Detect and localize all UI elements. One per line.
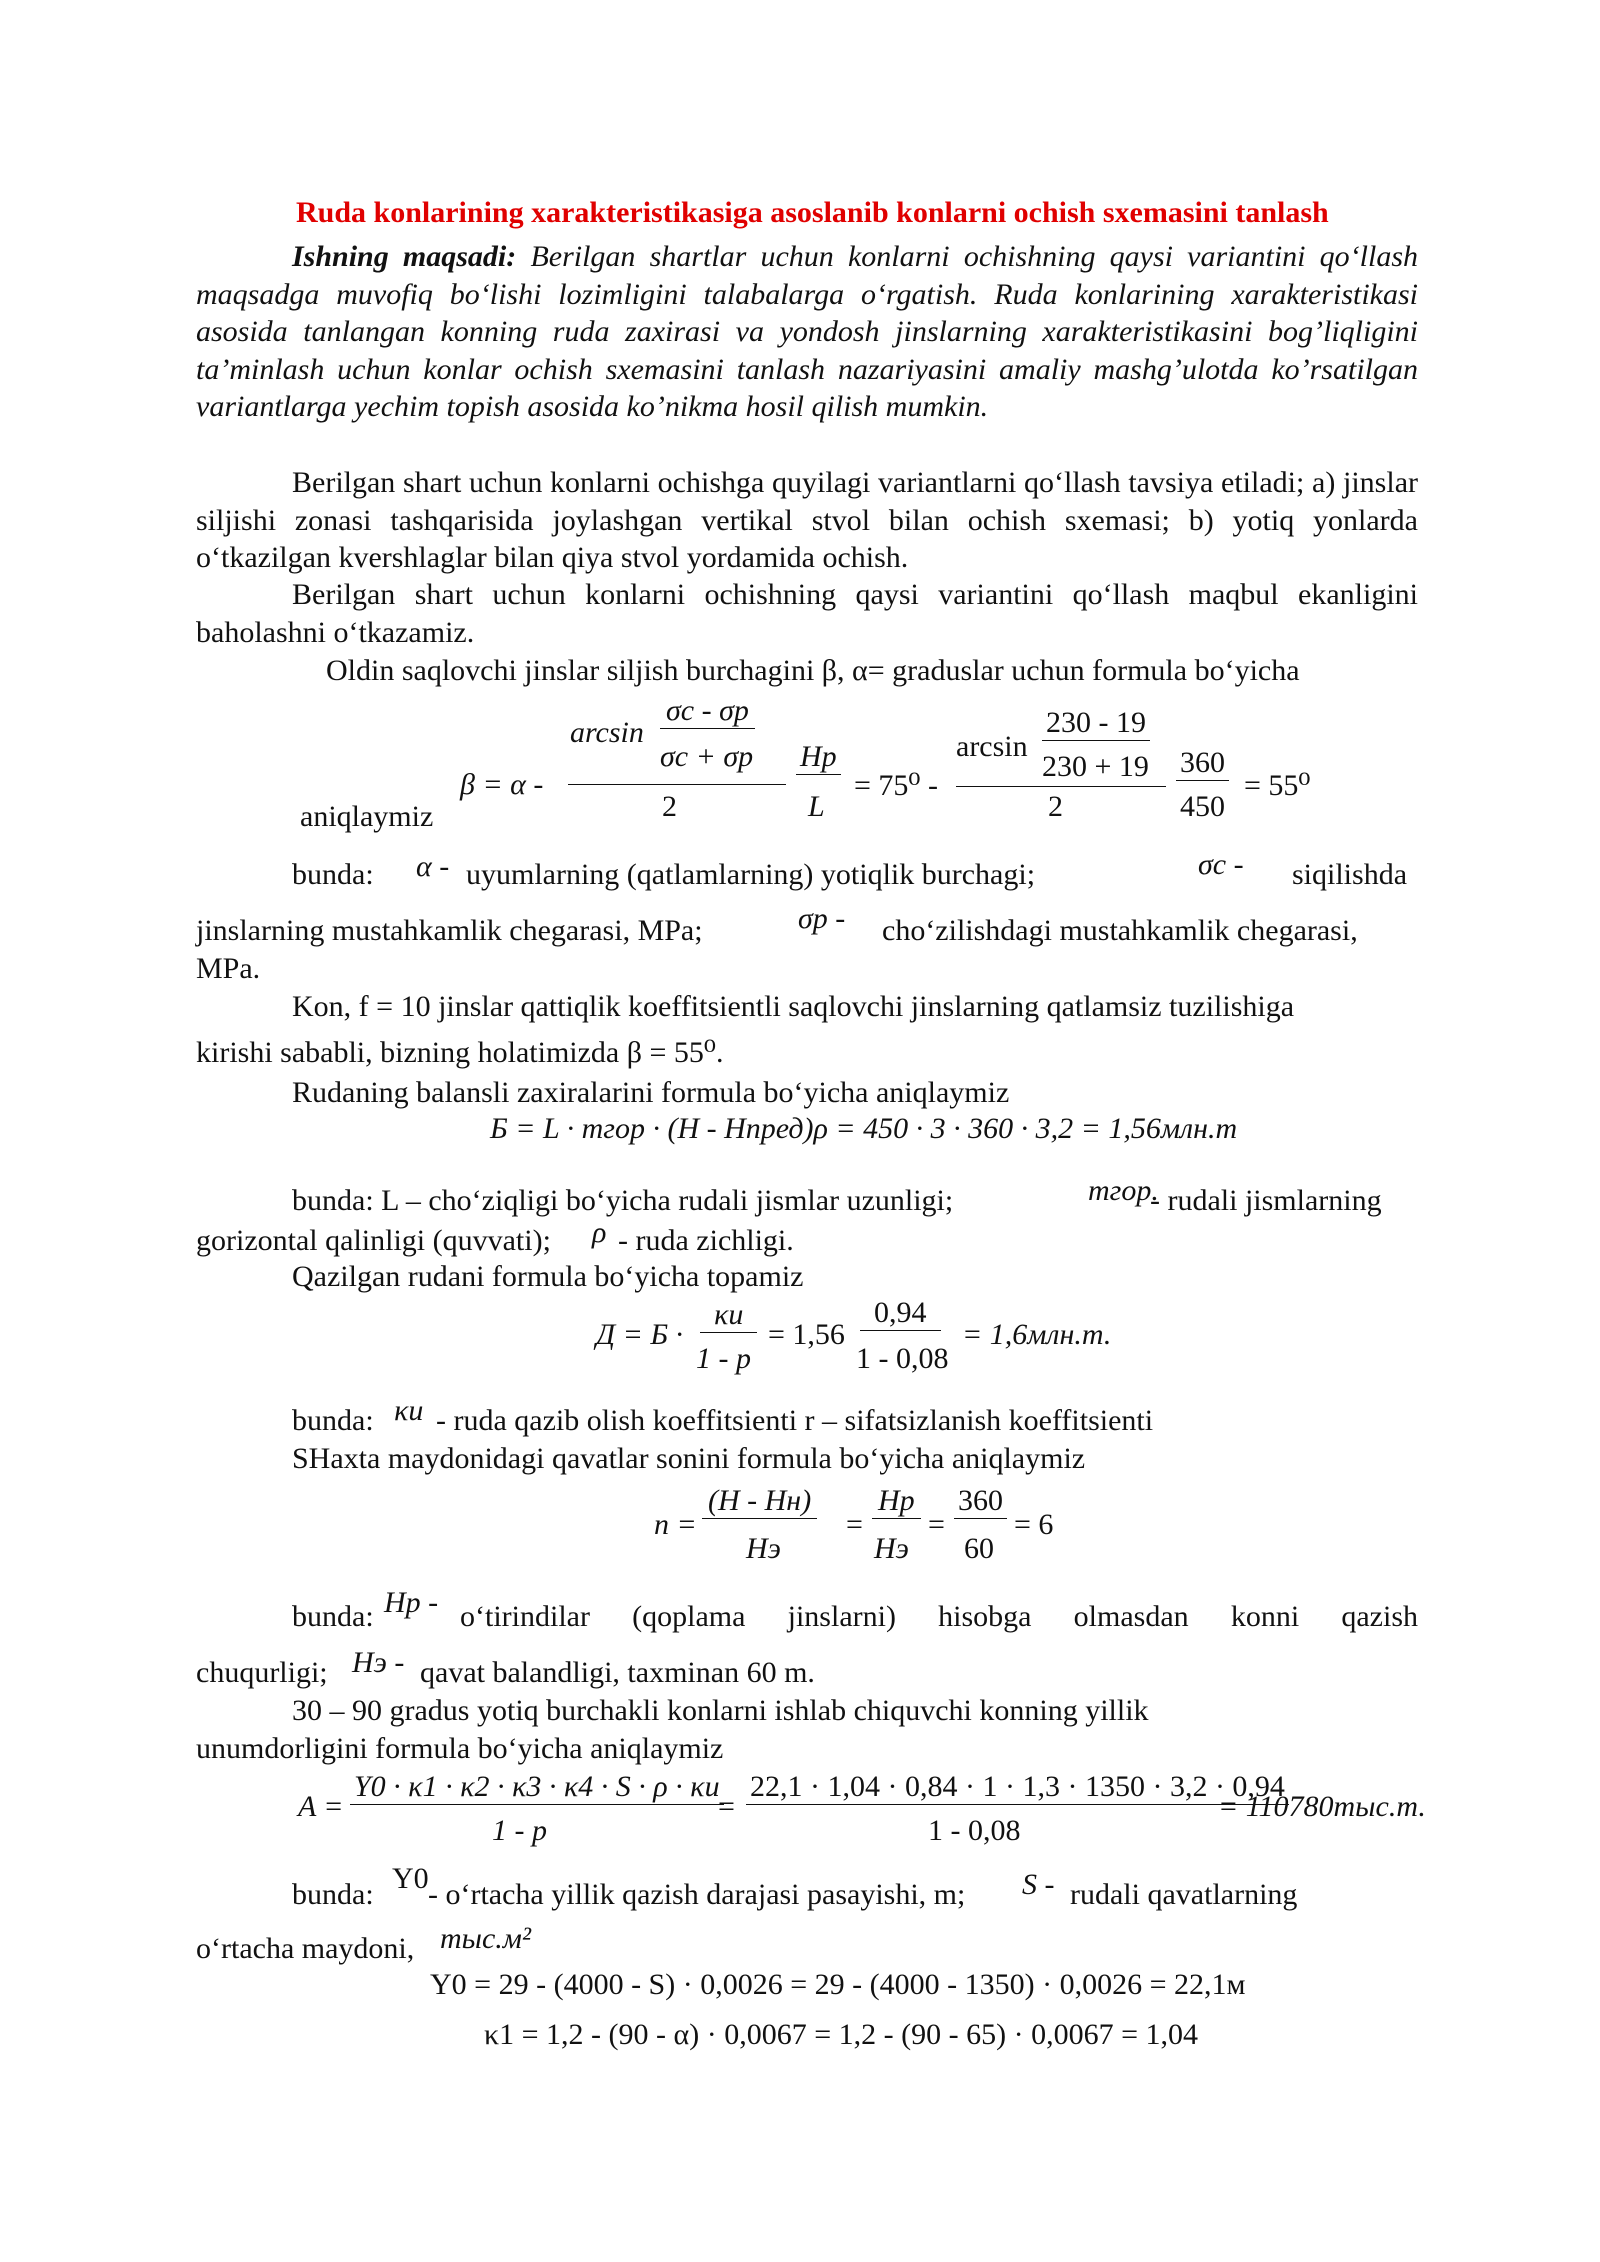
f1-450: 450 <box>1180 790 1225 823</box>
bunda4-text: o‘tirindilar (qoplama jinslarni) hisobga olmasdan konni qazish <box>460 1600 1418 1633</box>
bunda1-mpa: MPa. <box>196 952 261 985</box>
bunda2-text-b: - rudali jismlarning <box>1150 1184 1382 1217</box>
f1-l: L <box>808 790 825 823</box>
bunda1-sigma-c: σc - <box>1198 848 1244 881</box>
kon-line2: kirishi sababli, bizning holatimizda β = 55⁰. <box>196 1036 724 1069</box>
page-title: Ruda konlarining xarakteristikasiga asoslanib konlarni ochish sxemasini tanlash <box>296 196 1329 229</box>
aim-text: Berilgan shartlar uchun konlarni ochishning qaysi variantini qo‘llash maqsadga muvofiq bo‘lishi lozimligini talabalarga o‘rgatish. Ruda konlarining xarakteristikasi asosida tanlangan konning ruda zaxirasi va yondosh jinslarning xarakteristikasini bog’liqligini ta’minlash uchun konlar ochish sxemasini tanlash nazariyasini amaliy mashg’ulotda ko’rsatilgan variantlarga yechim topish asosida ko’nikma hosil qilish mumkin. <box>196 240 1419 423</box>
f1-arcsin2: arcsin <box>956 730 1028 763</box>
f1-hp: Hp <box>796 740 841 775</box>
formula-reserves: Б = L · mгор · (H - Hпред)ρ = 450 · 3 · 360 · 3,2 = 1,56млн.т <box>490 1112 1238 1145</box>
f4-d1: Hэ <box>746 1532 781 1565</box>
p30-line2: unumdorligini formula bo‘yicha aniqlaymiz <box>196 1732 724 1765</box>
f3-mid: = 1,56 <box>768 1318 845 1351</box>
evaluation-paragraph: Berilgan shart uchun konlarni ochishning qaysi variantini qo‘llash maqbul ekanligini baholashni o‘tkazamiz. <box>196 578 1418 649</box>
bunda3-text: - ruda qazib olish koeffitsienti r – sifatsizlanish koeffitsienti <box>436 1404 1154 1437</box>
f4-eq2: = <box>928 1508 945 1541</box>
f5-eq: = <box>718 1790 735 1823</box>
f1-two-b: 2 <box>1048 790 1063 823</box>
bunda5-text-b: rudali qavatlarning <box>1070 1878 1298 1911</box>
f4-n2: Hp <box>872 1484 921 1519</box>
qazilgan-text: Qazilgan rudani formula bo‘yicha topamiz <box>292 1260 804 1293</box>
f1-sigma-diff: σc - σp <box>660 694 755 729</box>
f1-230-19: 230 - 19 <box>1042 706 1150 741</box>
kon-line1: Kon, f = 10 jinslar qattiqlik koeffitsientli saqlovchi jinslarning qatlamsiz tuzilishiga <box>292 990 1295 1023</box>
bunda2-rho: ρ <box>592 1216 607 1249</box>
f4-d3: 60 <box>964 1532 994 1565</box>
f3-result: = 1,6млн.т. <box>962 1318 1112 1351</box>
bunda2-text: bunda: L – cho‘ziqligi bo‘yicha rudali jismlar uzunligi; <box>292 1184 954 1217</box>
f4-n3: 360 <box>954 1484 1007 1519</box>
f3-1p: 1 - p <box>696 1342 751 1375</box>
f1-mid: = 75⁰ - <box>854 769 938 802</box>
f1-main-fraction-bar <box>568 784 786 785</box>
f3-lhs: Д = Б · <box>596 1318 684 1351</box>
bunda4-hp: Hp - <box>384 1586 439 1619</box>
f1-arcsin: arcsin <box>570 716 644 749</box>
bunda1-line2: jinslarning mustahkamlik chegarasi, MPa; <box>196 914 703 947</box>
bunda5-label: bunda: <box>292 1878 374 1911</box>
f1-230-19-sum: 230 + 19 <box>1042 750 1149 783</box>
bunda1-alpha: α - <box>416 850 450 883</box>
f5-d2: 1 - 0,08 <box>928 1814 1021 1847</box>
bunda1-sigma-p: σp - <box>798 902 846 935</box>
f4-result: = 6 <box>1014 1508 1054 1541</box>
aim-paragraph <box>196 238 1418 426</box>
f3-k: κи <box>700 1298 757 1333</box>
f1-result: = 55⁰ <box>1244 769 1311 802</box>
variants-paragraph: Berilgan shart uchun konlarni ochishga quyilagi variantlarni qo‘llash tavsiya etiladi; a) jinslar siljishi zonasi tashqarisida joylashgan vertikal stvol bilan ochish sxemasi; b) yotiq yonlarda o‘tkazilgan kvershlaglar bilan qiya stvol yordamida ochish. <box>196 466 1418 574</box>
bunda2-line2: gorizontal qalinligi (quvvati); <box>196 1224 551 1257</box>
f5-lhs: A = <box>298 1790 344 1823</box>
formula-y0: Y0 = 29 - (4000 - S) · 0,0026 = 29 - (4000 - 1350) · 0,0026 = 22,1м <box>430 1968 1246 2001</box>
bunda4-label: bunda: <box>292 1600 374 1633</box>
rudaning-text: Rudaning balansli zaxiralarini formula bo‘yicha aniqlaymiz <box>292 1076 1010 1109</box>
aim-label: Ishning maqsadi: <box>292 240 517 273</box>
f5-n1: Y0 · κ1 · κ2 · κ3 · κ4 · S · ρ · κи <box>350 1770 724 1805</box>
bunda5-unit: тыс.м² <box>440 1922 531 1955</box>
bunda2-line2b: - ruda zichligi. <box>618 1224 794 1257</box>
f4-d2: Hэ <box>874 1532 909 1565</box>
aniqlaymiz-text: aniqlaymiz <box>300 800 434 833</box>
formula-k1: κ1 = 1,2 - (90 - α) · 0,0067 = 1,2 - (90 - 65) · 0,0067 = 1,04 <box>484 2018 1198 2051</box>
f1-second-fraction-bar <box>956 786 1166 787</box>
f5-d1: 1 - p <box>492 1814 547 1847</box>
f1-sigma-sum: σc + σp <box>660 740 754 773</box>
shaxta-text: SHaxta maydonidagi qavatlar sonini formula bo‘yicha aniqlaymiz <box>292 1442 1086 1475</box>
f5-n2: 22,1 · 1,04 · 0,84 · 1 · 1,3 · 1350 · 3,2 · 0,94 <box>746 1770 1289 1805</box>
bunda5-line2: o‘rtacha maydoni, <box>196 1932 415 1965</box>
bunda2-m: mгор. <box>1088 1174 1159 1207</box>
bunda5-s: S - <box>1022 1868 1055 1901</box>
bunda5-y0: Y0 <box>392 1862 429 1895</box>
f1-360: 360 <box>1176 746 1229 781</box>
bunda4-line2: chuqurligi; <box>196 1656 328 1689</box>
bunda3-k: κи <box>394 1394 424 1427</box>
bunda1-line2b: cho‘zilishdagi mustahkamlik chegarasi, <box>882 914 1358 947</box>
f4-n1: (H - Hн) <box>702 1484 817 1519</box>
f3-den: 1 - 0,08 <box>856 1342 949 1375</box>
f3-num: 0,94 <box>860 1296 941 1331</box>
beta-intro-text: Oldin saqlovchi jinslar siljish burchagini β, α= graduslar uchun formula bo‘yicha <box>326 654 1300 687</box>
bunda1-label: bunda: <box>292 858 374 891</box>
bunda1-siqilishda: siqilishda <box>1292 858 1408 891</box>
f4-eq1: = <box>846 1508 863 1541</box>
bunda4-he: Hэ - <box>352 1646 405 1679</box>
f5-result: = 110780тыс.т. <box>1218 1790 1426 1823</box>
bunda1-text: uyumlarning (qatlamlarning) yotiqlik burchagi; <box>466 858 1036 891</box>
f1-beta: β = α - <box>460 768 544 801</box>
bunda4-line2b: qavat balandligi, taxminan 60 m. <box>420 1656 815 1689</box>
bunda3-label: bunda: <box>292 1404 374 1437</box>
bunda5-text: - o‘rtacha yillik qazish darajasi pasayishi, m; <box>428 1878 966 1911</box>
p30-line1: 30 – 90 gradus yotiq burchakli konlarni ishlab chiquvchi konning yillik <box>292 1694 1149 1727</box>
f1-two: 2 <box>662 790 677 823</box>
f4-lhs: n = <box>654 1508 697 1541</box>
